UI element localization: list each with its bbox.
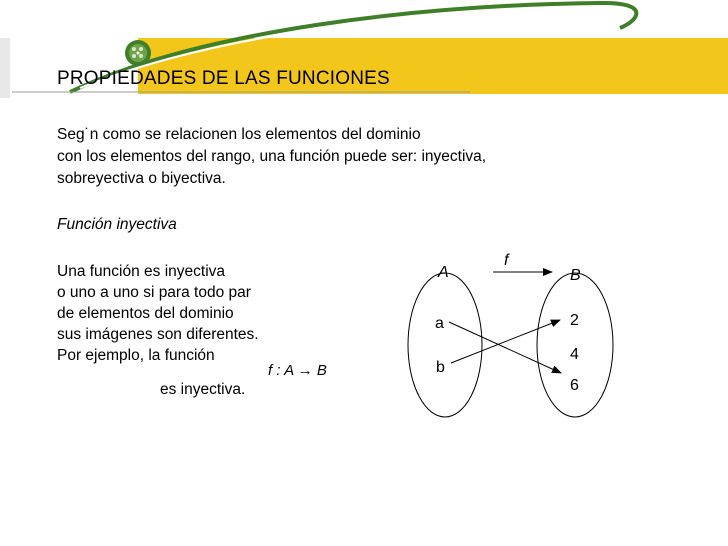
definition-line: Por ejemplo, la función [57, 347, 215, 364]
intro-line: con los elementos del rango, una función puede ser: inyectiva, [57, 148, 487, 165]
function-label: f [504, 252, 509, 269]
definition-line: o uno a uno si para todo par [57, 284, 251, 301]
domain-element: b [436, 359, 445, 376]
definition-paragraph [57, 261, 259, 366]
logo-icon [125, 40, 151, 66]
mapping-arrow [451, 320, 560, 363]
mapping-diagram [405, 245, 625, 445]
mapping-arrow [449, 322, 561, 373]
intro-line: sobreyectiva o biyectiva. [57, 170, 226, 187]
definition-line: sus imágenes son diferentes. [57, 326, 259, 343]
range-element: 4 [570, 346, 579, 363]
domain-element: a [435, 315, 444, 332]
definition-tail: es inyectiva. [160, 381, 246, 398]
range-element: 2 [570, 312, 579, 329]
function-formula: f : A → B [268, 362, 327, 379]
definition-line: de elementos del dominio [57, 305, 234, 322]
definition-line: Una función es inyectiva [57, 263, 226, 280]
left-edge-block [0, 38, 10, 98]
intro-paragraph [57, 124, 486, 190]
section-subtitle: Función inyectiva [57, 216, 177, 233]
intro-line: Seg˙n como se relacionen los elementos del dominio [57, 126, 421, 143]
range-label: B [570, 267, 581, 284]
range-set [537, 273, 613, 417]
page-title: PROPIEDADES DE LAS FUNCIONES [57, 68, 390, 89]
domain-set [408, 273, 482, 417]
domain-label: A [438, 264, 449, 281]
range-element: 6 [570, 377, 579, 394]
